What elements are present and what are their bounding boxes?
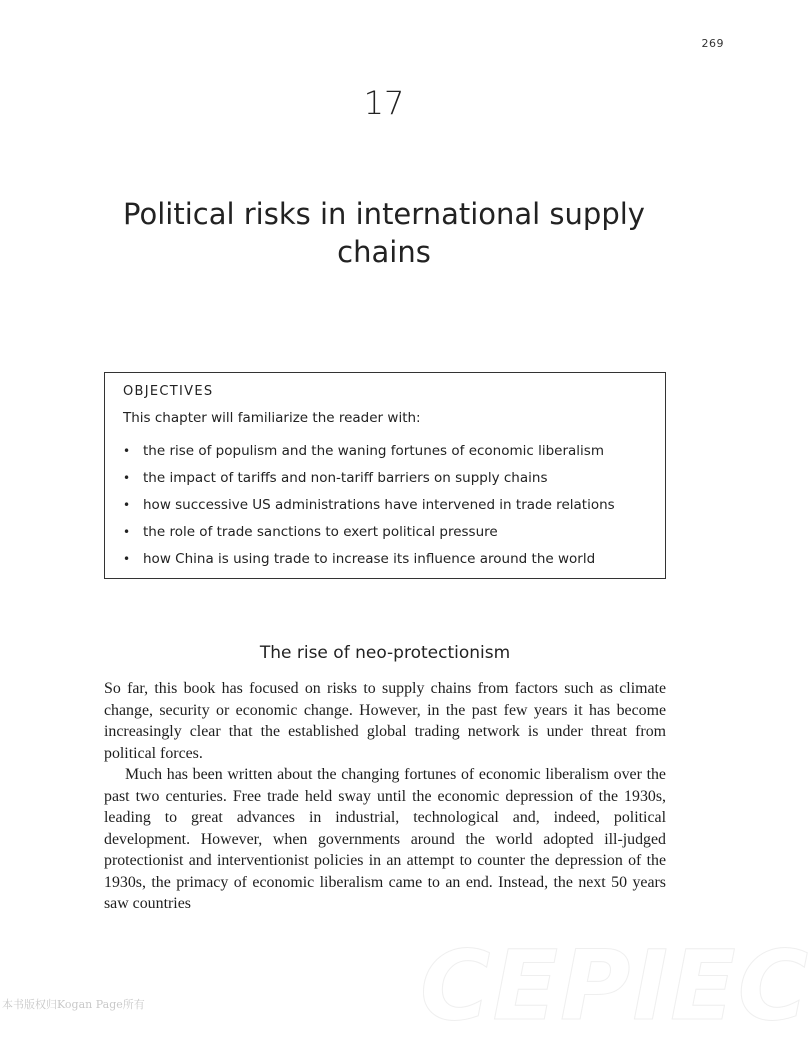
objectives-list — [123, 441, 615, 576]
chapter-title: Political risks in international supply chains — [123, 197, 645, 269]
list-item-text: how successive US administrations have intervened in trade relations — [143, 497, 615, 513]
list-item-text: the role of trade sanctions to exert political pressure — [143, 524, 498, 540]
list-item-text: the rise of populism and the waning fortunes of economic liberalism — [143, 443, 604, 459]
body-paragraph: So far, this book has focused on risks to supply chains from factors such as climate change, security or economic change. However, in the past few years it has become increasingly clear that the established global trading network is under threat from political forces. — [104, 680, 666, 762]
section-heading: The rise of neo-protectionism — [259, 643, 511, 663]
list-item — [123, 468, 615, 495]
list-item-text: the impact of tariffs and non-tariff barriers on supply chains — [143, 470, 548, 486]
chapter-number: 17 — [363, 84, 405, 122]
objectives-heading: OBJECTIVES — [123, 384, 214, 399]
body-paragraph: Much has been written about the changing fortunes of economic liberalism over the past two centuries. Free trade held sway until the economic depression of the 1930s, leading to great advances in industrial, technological and, indeed, political development. However, when governments around the world adopted ill-judged protectionist and interventionist policies in an attempt to counter the depression of the 1930s, the primacy of economic liberalism came to an end. Instead, the next 50 years saw countries — [104, 766, 666, 912]
list-item — [123, 441, 615, 468]
objectives-intro: This chapter will familiarize the reader with: — [123, 410, 421, 426]
list-item-text: how China is using trade to increase its influence around the world — [143, 551, 596, 567]
bullet-icon: • — [123, 525, 131, 539]
bullet-icon: • — [123, 498, 131, 512]
objectives-box — [104, 372, 666, 579]
body-text — [104, 678, 666, 915]
bullet-icon: • — [123, 444, 131, 458]
bullet-icon: • — [123, 471, 131, 485]
bullet-icon: • — [123, 552, 131, 566]
list-item — [123, 522, 615, 549]
list-item — [123, 495, 615, 522]
page-number: 269 — [701, 37, 724, 50]
watermark-logo: CEPIEC — [420, 930, 810, 1042]
list-item — [123, 549, 615, 576]
watermark-note: 本书版权归Kogan Page所有 — [2, 998, 145, 1011]
